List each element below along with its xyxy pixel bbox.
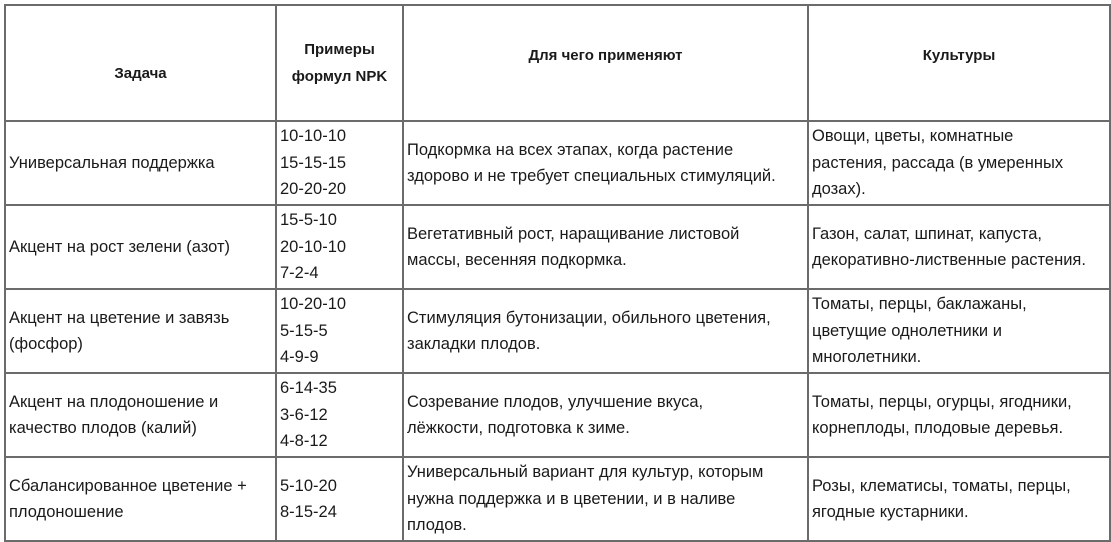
table-row <box>5 205 1110 289</box>
cell-purpose: Универсальный вариант для культур, которым нужна поддержка и в цветении, и в наливе плодов. <box>403 457 808 541</box>
header-purpose: Для чего применяют <box>403 5 808 121</box>
header-crops: Культуры <box>808 5 1110 121</box>
cell-task: Акцент на цветение и завязь (фосфор) <box>5 289 276 373</box>
table-row <box>5 457 1110 541</box>
header-task: Задача <box>5 5 276 121</box>
table-row <box>5 289 1110 373</box>
cell-formulas: 15-5-10 20-10-10 7-2-4 <box>276 205 403 289</box>
cell-purpose: Подкормка на всех этапах, когда растение здорово и не требует специальных стимуляций. <box>403 121 808 205</box>
cell-purpose: Созревание плодов, улучшение вкуса, лёжкости, подготовка к зиме. <box>403 373 808 457</box>
cell-purpose: Стимуляция бутонизации, обильного цветения, закладки плодов. <box>403 289 808 373</box>
cell-purpose: Вегетативный рост, наращивание листовой массы, весенняя подкормка. <box>403 205 808 289</box>
cell-crops: Овощи, цветы, комнатные растения, рассада (в умеренных дозах). <box>808 121 1110 205</box>
header-formulas: Примеры формул NPK <box>276 5 403 121</box>
cell-crops: Томаты, перцы, огурцы, ягодники, корнеплоды, плодовые деревья. <box>808 373 1110 457</box>
cell-task: Сбалансированное цветение + плодоношение <box>5 457 276 541</box>
npk-table-container <box>4 4 1111 542</box>
cell-crops: Розы, клематисы, томаты, перцы, ягодные кустарники. <box>808 457 1110 541</box>
cell-crops: Томаты, перцы, баклажаны, цветущие однолетники и многолетники. <box>808 289 1110 373</box>
cell-task: Акцент на рост зелени (азот) <box>5 205 276 289</box>
npk-fertilizer-table <box>4 4 1111 542</box>
cell-crops: Газон, салат, шпинат, капуста, декоративно-лиственные растения. <box>808 205 1110 289</box>
table-row <box>5 121 1110 205</box>
cell-formulas: 6-14-35 3-6-12 4-8-12 <box>276 373 403 457</box>
cell-task: Акцент на плодоношение и качество плодов (калий) <box>5 373 276 457</box>
table-row <box>5 373 1110 457</box>
cell-formulas: 10-10-10 15-15-15 20-20-20 <box>276 121 403 205</box>
table-header-row <box>5 5 1110 121</box>
cell-task: Универсальная поддержка <box>5 121 276 205</box>
cell-formulas: 10-20-10 5-15-5 4-9-9 <box>276 289 403 373</box>
cell-formulas: 5-10-20 8-15-24 <box>276 457 403 541</box>
